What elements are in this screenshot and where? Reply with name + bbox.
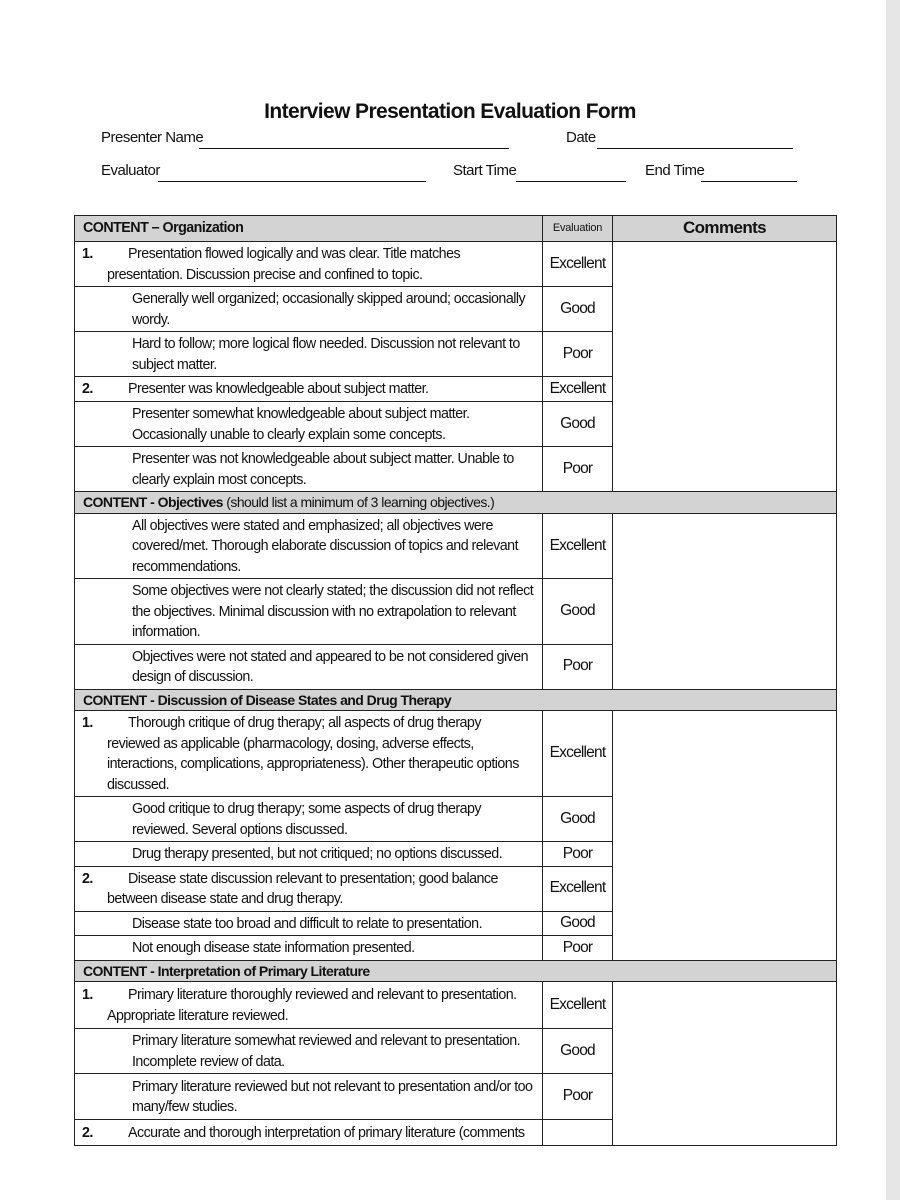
section-title-text: CONTENT - Interpretation of Primary Literature [83, 962, 370, 979]
table-row [75, 242, 837, 287]
criterion-text: All objectives were stated and emphasized; all objectives were covered/met. Thorough elaborate discussion of topics and relevant recommendations. [132, 517, 518, 575]
criterion-text: Accurate and thorough interpretation of primary literature (comments [128, 1125, 525, 1141]
criterion-cell [75, 711, 543, 797]
section-title [75, 689, 837, 711]
criterion-text: Hard to follow; more logical flow needed. Discussion not relevant to subject matter. [132, 336, 520, 373]
rating-good[interactable]: Good [543, 797, 613, 842]
date-field[interactable] [597, 148, 793, 149]
rating-good[interactable]: Good [543, 287, 613, 332]
start-time-field[interactable] [516, 181, 626, 182]
comments-cell-primary-literature[interactable] [613, 982, 837, 1146]
comments-header: Comments [613, 216, 837, 242]
rating-excellent[interactable]: Excellent [543, 711, 613, 797]
criterion-cell [75, 982, 543, 1029]
item-number: 2. [82, 1125, 93, 1141]
criterion-cell [75, 1120, 543, 1146]
evaluator-field[interactable] [158, 181, 426, 182]
evaluator-label: Evaluator [101, 162, 160, 179]
criterion-text: Good critique to drug therapy; some aspects of drug therapy reviewed. Several options discussed. [132, 801, 482, 838]
end-time-field[interactable] [701, 181, 797, 182]
criterion-cell [75, 579, 543, 645]
section-title-text: CONTENT - Objectives [83, 494, 223, 510]
criterion-cell [75, 797, 543, 842]
item-number: 1. [82, 987, 93, 1003]
item-number: 1. [82, 715, 93, 731]
criterion-text: Disease state too broad and difficult to relate to presentation. [132, 915, 482, 932]
criterion-cell [75, 287, 543, 332]
criterion-text: Thorough critique of drug therapy; all aspects of drug therapy reviewed as applicable (pharmacology, dosing, adverse effects, interactions, complications, appropriateness). Other therapeutic options discussed. [107, 715, 519, 793]
section-header-primary-literature [75, 960, 837, 982]
rating-poor[interactable]: Poor [543, 447, 613, 492]
rating-good[interactable]: Good [543, 911, 613, 936]
criterion-cell [75, 402, 543, 447]
section-title [75, 960, 837, 982]
criterion-text: Primary literature reviewed but not relevant to presentation and/or too many/few studies. [132, 1078, 533, 1115]
criterion-cell [75, 866, 543, 911]
evaluation-table [74, 215, 837, 1146]
criterion-cell [75, 242, 543, 287]
comments-cell-objectives[interactable] [613, 513, 837, 689]
table-row [75, 513, 837, 579]
presenter-name-label: Presenter Name [101, 129, 204, 146]
criterion-cell [75, 332, 543, 377]
form-title: Interview Presentation Evaluation Form [264, 100, 636, 123]
criterion-cell [75, 1074, 543, 1120]
criterion-text: Disease state discussion relevant to presentation; good balance between disease state and drug therapy. [107, 870, 498, 907]
item-number: 1. [82, 246, 93, 262]
section-title-text: CONTENT - Discussion of Disease States and Drug Therapy [83, 691, 452, 708]
rating-excellent[interactable]: Excellent [543, 982, 613, 1029]
rating-good[interactable]: Good [543, 402, 613, 447]
presenter-name-field[interactable] [199, 148, 509, 149]
table-row [75, 982, 837, 1029]
rating-excellent[interactable]: Excellent [543, 866, 613, 911]
item-number: 2. [82, 870, 93, 887]
criterion-cell [75, 513, 543, 579]
evaluation-header: Evaluation [543, 216, 613, 242]
criterion-text: Objectives were not stated and appeared to be not considered given design of discussion. [132, 648, 529, 685]
criterion-text: Presenter was not knowledgeable about subject matter. Unable to clearly explain most concepts. [132, 451, 514, 488]
criterion-text: Primary literature thoroughly reviewed and relevant to presentation. Appropriate literature reviewed. [107, 987, 517, 1024]
rating-good[interactable]: Good [543, 1029, 613, 1074]
criterion-text: Presenter was knowledgeable about subject matter. [128, 381, 429, 398]
rating-excellent[interactable]: Excellent [543, 513, 613, 579]
content-organization-header: CONTENT – Organization [75, 216, 543, 242]
section-header-objectives [75, 492, 837, 514]
rating-excellent[interactable]: Excellent [543, 377, 613, 402]
rating-cell-empty[interactable] [543, 1120, 613, 1146]
comments-cell-organization[interactable] [613, 242, 837, 492]
rating-good[interactable]: Good [543, 579, 613, 645]
criterion-cell [75, 936, 543, 961]
criterion-text: Generally well organized; occasionally skipped around; occasionally wordy. [132, 291, 526, 328]
criterion-text: Presenter somewhat knowledgeable about subject matter. Occasionally unable to clearly explain some concepts. [132, 406, 470, 443]
criterion-cell [75, 1029, 543, 1074]
item-number: 2. [82, 381, 93, 398]
rating-poor[interactable]: Poor [543, 936, 613, 961]
criterion-cell [75, 842, 543, 867]
criterion-text: Not enough disease state information presented. [132, 940, 415, 956]
criterion-text: Some objectives were not clearly stated; the discussion did not reflect the objectives. Minimal discussion with no extrapolation to relevant information. [132, 583, 534, 640]
criterion-cell [75, 911, 543, 936]
table-row [75, 711, 837, 797]
rating-poor[interactable]: Poor [543, 1074, 613, 1120]
rating-excellent[interactable]: Excellent [543, 242, 613, 287]
rating-poor[interactable]: Poor [543, 332, 613, 377]
criterion-text: Presentation flowed logically and was clear. Title matches presentation. Discussion precise and confined to topic. [107, 246, 461, 283]
section-note: (should list a minimum of 3 learning objectives.) [222, 494, 495, 510]
end-time-label: End Time [645, 162, 705, 179]
table-header-row [75, 216, 837, 242]
criterion-cell [75, 377, 543, 402]
rating-poor[interactable]: Poor [543, 644, 613, 689]
criterion-cell [75, 447, 543, 492]
rating-poor[interactable]: Poor [543, 842, 613, 867]
section-header-disease-states [75, 689, 837, 711]
criterion-cell [75, 644, 543, 689]
criterion-text: Primary literature somewhat reviewed and relevant to presentation. Incomplete review of data. [132, 1033, 521, 1070]
date-label: Date [566, 129, 596, 146]
comments-cell-disease-states[interactable] [613, 711, 837, 961]
start-time-label: Start Time [453, 162, 517, 179]
criterion-text: Drug therapy presented, but not critiqued; no options discussed. [132, 846, 503, 862]
section-title [75, 492, 837, 514]
